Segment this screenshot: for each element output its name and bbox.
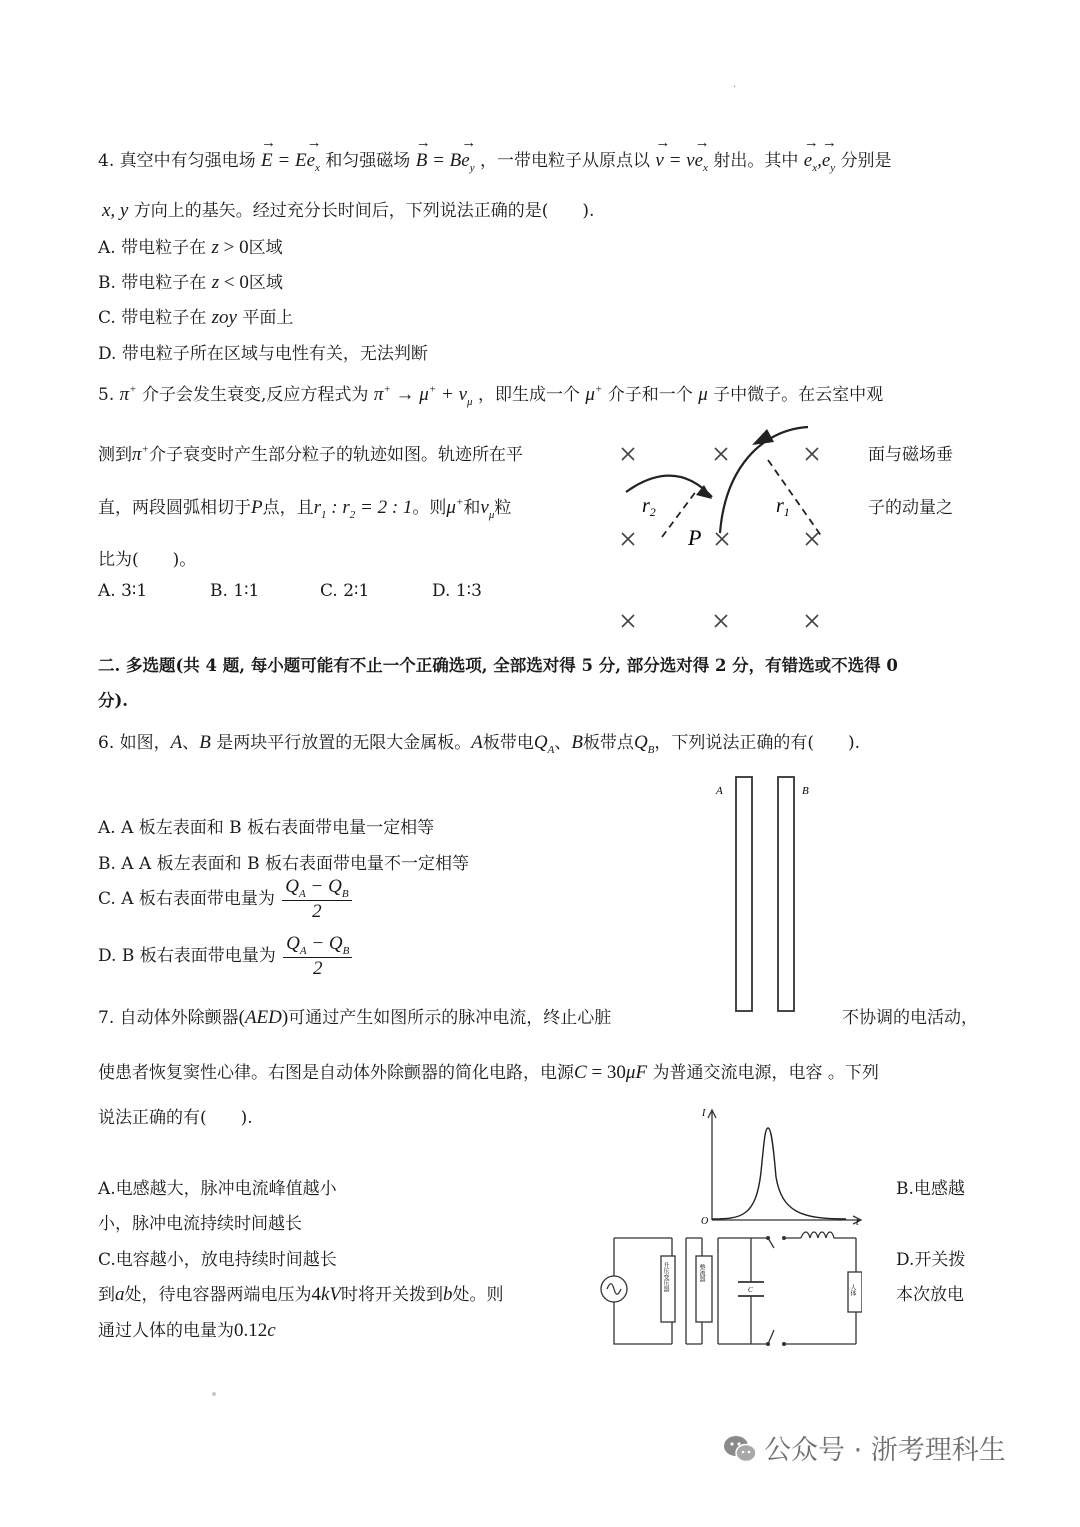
q6-plates-figure bbox=[710, 772, 820, 1017]
q5-stem-line2: 测到π+介子衰变时产生部分粒子的轨迹如图。轨迹所在平 bbox=[98, 443, 523, 465]
q5-stem-line4: 比为( )。 bbox=[98, 550, 197, 570]
q4-stem-line1: 4. 真空中有匀强电场 → $E = E\to e_x$ 和匀强磁场 → $B = B\to e_y$ ，一带电粒子从原点以 → $v = v\to e_x$ 射出。其中 → $e_x,\to e_y$ 分别是 bbox=[98, 146, 892, 174]
body-label: 人体 bbox=[849, 1284, 855, 1296]
q7-option-b-end: 小，脉冲电流持续时间越长 bbox=[98, 1214, 302, 1234]
axis-label-t: t bbox=[856, 1217, 859, 1227]
section2-heading-line1: 二. 多选题(共 4 题, 每小题可能有不止一个正确选项, 全部选对得 5 分, 部分选对得 2 分，有错选或不选得 0 bbox=[98, 656, 898, 675]
inductor-coil bbox=[784, 1232, 856, 1344]
q5-stem-line1: 5. π+ 介子会发生衰变,反应方程式为 $\pi^+ \to \mu^+ + \nu_\mu$ ，即生成一个 μ+ 介子和一个 μ 子中微子。在云室中观 bbox=[98, 383, 884, 408]
plate-b bbox=[778, 777, 794, 1011]
magnetic-field-cross-marks bbox=[622, 448, 818, 627]
q7-option-d-right: 本次放电 bbox=[896, 1285, 964, 1305]
q5-option-c: C. 2∶1 bbox=[320, 581, 370, 601]
q6-stem: 6. 如图，A、B 是两块平行放置的无限大金属板。A板带电$Q_A$、B板带点$Q_B$，下列说法正确的有( ). bbox=[98, 732, 861, 756]
transformer-label: 升压变压器 bbox=[662, 1262, 668, 1292]
q4-option-a: A. 带电粒子在 z > 0区域 bbox=[98, 237, 283, 258]
left-arc-arrowhead bbox=[696, 485, 712, 499]
plate-a-label: A bbox=[716, 785, 723, 797]
wechat-icon bbox=[722, 1434, 758, 1464]
q7-pulse-graph bbox=[696, 1102, 866, 1227]
q7-aed-circuit bbox=[596, 1226, 862, 1348]
ac-wave-icon bbox=[607, 1284, 621, 1295]
switch-arms bbox=[768, 1238, 774, 1344]
right-arc-arrowhead bbox=[752, 429, 774, 445]
q7-option-b-start: B.电感越 bbox=[896, 1179, 965, 1199]
q5-option-d: D. 1∶3 bbox=[432, 581, 482, 601]
q4-stem-line2: x, y 方向上的基矢。经过充分长时间后，下列说法正确的是( ). bbox=[102, 200, 595, 221]
q6-option-a: A. A 板左表面和 B 板右表面带电量一定相等 bbox=[98, 818, 435, 838]
axis-label-i: I bbox=[702, 1108, 706, 1119]
q6-option-c: C. A 板右表面带电量为 $\frac{Q_A - Q_B}{2}$ bbox=[98, 876, 354, 923]
q5-track-figure bbox=[600, 415, 860, 640]
q4-option-c: C. 带电粒子在 zoy 平面上 bbox=[98, 307, 294, 328]
watermark bbox=[722, 1428, 1006, 1467]
q7-stem-line2: 使患者恢复窦性心律。右图是自动体外除颤器的简化电路，电源C = 30μF 为普通交流电源，电容 。下列 bbox=[98, 1062, 879, 1083]
pulse-curve bbox=[712, 1128, 846, 1219]
q5-stem-line2-right: 面与磁场垂 bbox=[868, 445, 953, 465]
header-mark: · bbox=[733, 82, 737, 93]
q4-option-b: B. 带电粒子在 z < 0区域 bbox=[98, 272, 283, 293]
q7-option-c: C.电容越小，放电持续时间越长 bbox=[98, 1250, 337, 1270]
q5-option-b: B. 1∶1 bbox=[210, 581, 260, 601]
q4-option-d: D. 带电粒子所在区域与电性有关，无法判断 bbox=[98, 344, 428, 364]
q7-stem-line1-right: 不协调的电活动， bbox=[842, 1008, 978, 1028]
plate-b-label: B bbox=[802, 785, 809, 797]
q7-stem-line3: 说法正确的有( ). bbox=[98, 1108, 253, 1128]
rectifier-label: 整流器 bbox=[698, 1264, 704, 1282]
plate-a bbox=[736, 777, 752, 1011]
q7-option-a: A.电感越大，脉冲电流峰值越小 bbox=[98, 1179, 337, 1199]
footer-dot bbox=[212, 1392, 216, 1396]
cap-label: C bbox=[748, 1286, 753, 1294]
watermark-text: 公众号 · 浙考理科生 bbox=[764, 1435, 1006, 1466]
q5-stem-line3: 直，两段圆弧相切于P点，且$r_1$ : $r_2 = 2$ : 1。则μ+和$\nu_\mu$粒 bbox=[98, 496, 512, 521]
label-p: P bbox=[688, 525, 702, 550]
q7-option-d-end: 通过人体的电量为0.12c bbox=[98, 1320, 276, 1341]
axis-label-o: O bbox=[701, 1216, 709, 1227]
label-r2: $r_2$ bbox=[642, 495, 656, 519]
q7-stem-line1: 7. 自动体外除颤器(AED)可通过产生如图所示的脉冲电流，终止心脏 bbox=[98, 1007, 612, 1028]
section2-heading-line2: 分). bbox=[98, 691, 129, 710]
q6-option-b: B. A A 板左表面和 B 板右表面带电量不一定相等 bbox=[98, 854, 469, 874]
label-r1: $r_1$ bbox=[776, 495, 790, 519]
q6-option-d: D. B 板右表面带电量为 $\frac{Q_A - Q_B}{2}$ bbox=[98, 933, 354, 980]
q7-option-d-middle: 到a处，待电容器两端电压为4kV时将开关拨到b处。则 bbox=[98, 1284, 504, 1305]
q7-option-d-start: D.开关拨 bbox=[896, 1250, 966, 1270]
q5-option-a: A. 3∶1 bbox=[98, 581, 148, 601]
q5-stem-line3-right: 子的动量之 bbox=[868, 498, 953, 518]
